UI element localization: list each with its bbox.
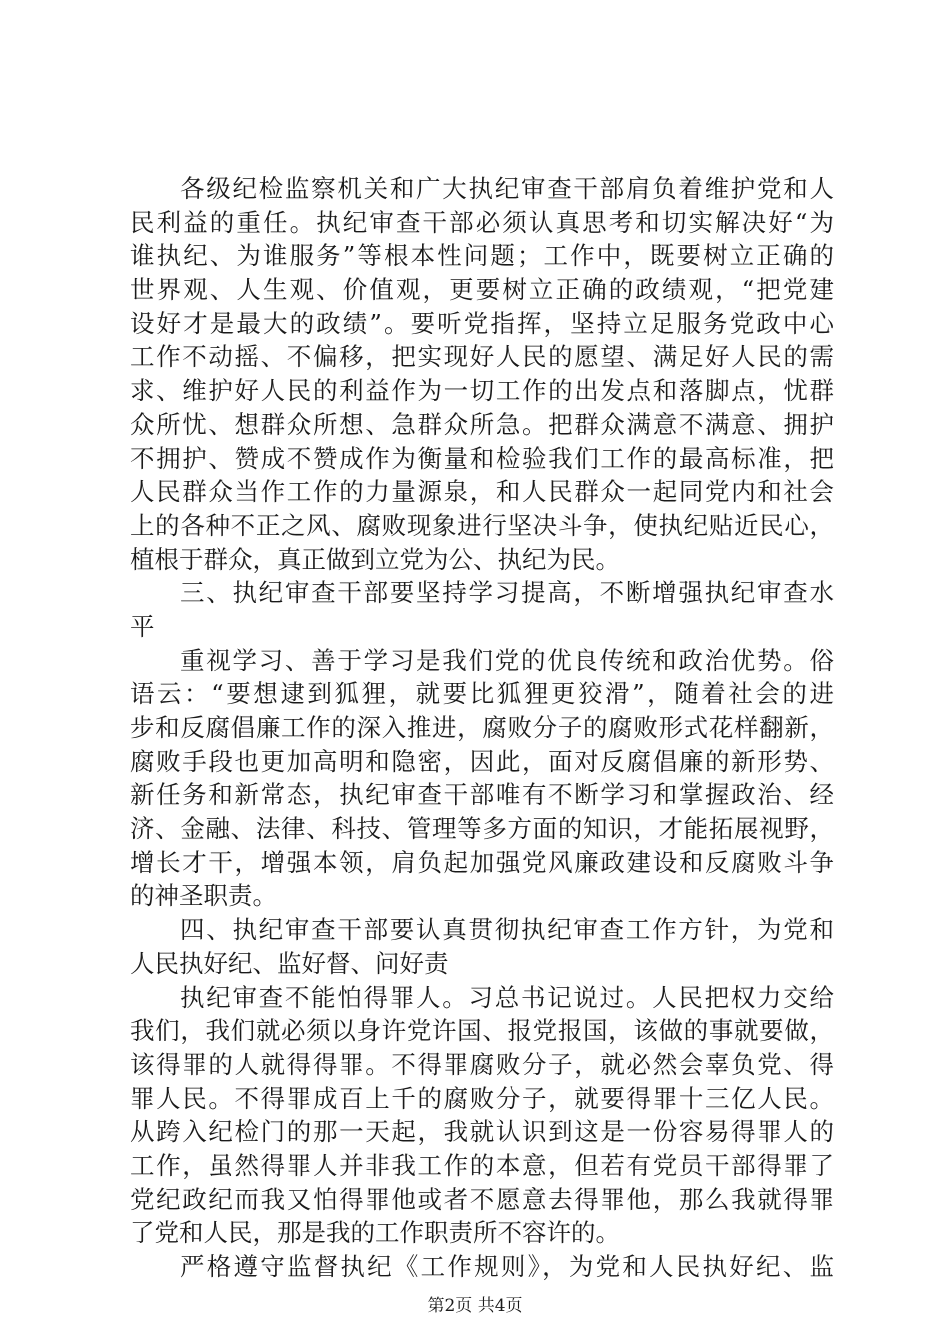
- text-line: 谁执纪、为谁服务”等根本性问题；工作中，既要树立正确的: [130, 241, 834, 271]
- text-line: 人民执好纪、监好督、问好责: [130, 948, 449, 978]
- text-line: 党纪政纪而我又怕得罪他或者不愿意去得罪他，那么我就得罪: [130, 1184, 834, 1214]
- text-line: 从跨入纪检门的那一天起，我就认识到这是一份容易得罪人的: [130, 1117, 834, 1147]
- text-line: 我们，我们就必须以身许党许国、报党报国，该做的事就要做，: [130, 1016, 834, 1046]
- text-line: 工作不动摇、不偏移，把实现好人民的愿望、满足好人民的需: [130, 342, 834, 372]
- text-line: 济、金融、法律、科技、管理等多方面的知识，才能拓展视野，: [130, 814, 834, 844]
- text-line: 新任务和新常态，执纪审查干部唯有不断学习和掌握政治、经: [130, 780, 834, 810]
- text-line: 平: [130, 611, 155, 641]
- text-line: 不拥护、赞成不赞成作为衡量和检验我们工作的最高标准，把: [130, 443, 834, 473]
- text-line: 语云：“要想逮到狐狸，就要比狐狸更狡滑”，随着社会的进: [130, 679, 834, 709]
- text-line: 三、执纪审查干部要坚持学习提高，不断增强执纪审查水: [180, 578, 834, 608]
- text-line: 腐败手段也更加高明和隐密，因此，面对反腐倡廉的新形势、: [130, 746, 834, 776]
- text-line: 工作，虽然得罪人并非我工作的本意，但若有党员干部得罪了: [130, 1150, 834, 1180]
- text-line: 步和反腐倡廉工作的深入推进，腐败分子的腐败形式花样翻新，: [130, 713, 834, 742]
- text-line: 设好才是最大的政绩”。要听党指挥，坚持立足服务党政中心: [130, 308, 834, 338]
- text-line: 各级纪检监察机关和广大执纪审查干部肩负着维护党和人: [180, 174, 834, 203]
- text-line: 执纪审查不能怕得罪人。习总书记说过。人民把权力交给: [180, 982, 834, 1012]
- text-line: 植根于群众，真正做到立党为公、执纪为民。: [130, 544, 620, 574]
- text-line: 了党和人民，那是我的工作职责所不容许的。: [130, 1218, 620, 1248]
- text-line: 重视学习、善于学习是我们党的优良传统和政治优势。俗: [180, 645, 834, 675]
- text-line: 罪人民。不得罪成百上千的腐败分子，就要得罪十三亿人民。: [130, 1083, 834, 1113]
- text-line: 众所忧、想群众所想、急群众所急。把群众满意不满意、拥护: [130, 409, 834, 439]
- text-line: 世界观、人生观、价值观，更要树立正确的政绩观，“把党建: [130, 275, 834, 305]
- text-line: 该得罪的人就得得罪。不得罪腐败分子，就必然会辜负党、得: [130, 1049, 834, 1079]
- document-body: [130, 172, 834, 1284]
- text-line: 严格遵守监督执纪《工作规则》，为党和人民执好纪、监: [180, 1252, 834, 1281]
- text-line: 民利益的重任。执纪审查干部必须认真思考和切实解决好“为: [130, 207, 834, 237]
- page-footer: 第2页 共4页: [427, 1296, 523, 1316]
- text-line: 人民群众当作工作的力量源泉，和人民群众一起同党内和社会: [130, 477, 834, 507]
- text-line: 的神圣职责。: [130, 881, 277, 911]
- text-line: 四、执纪审查干部要认真贯彻执纪审查工作方针，为党和: [180, 915, 834, 945]
- text-line: 求、维护好人民的利益作为一切工作的出发点和落脚点，忧群: [130, 376, 834, 406]
- text-line: 增长才干，增强本领，肩负起加强党风廉政建设和反腐败斗争: [130, 847, 834, 877]
- text-line: 上的各种不正之风、腐败现象进行坚决斗争，使执纪贴近民心，: [130, 510, 834, 540]
